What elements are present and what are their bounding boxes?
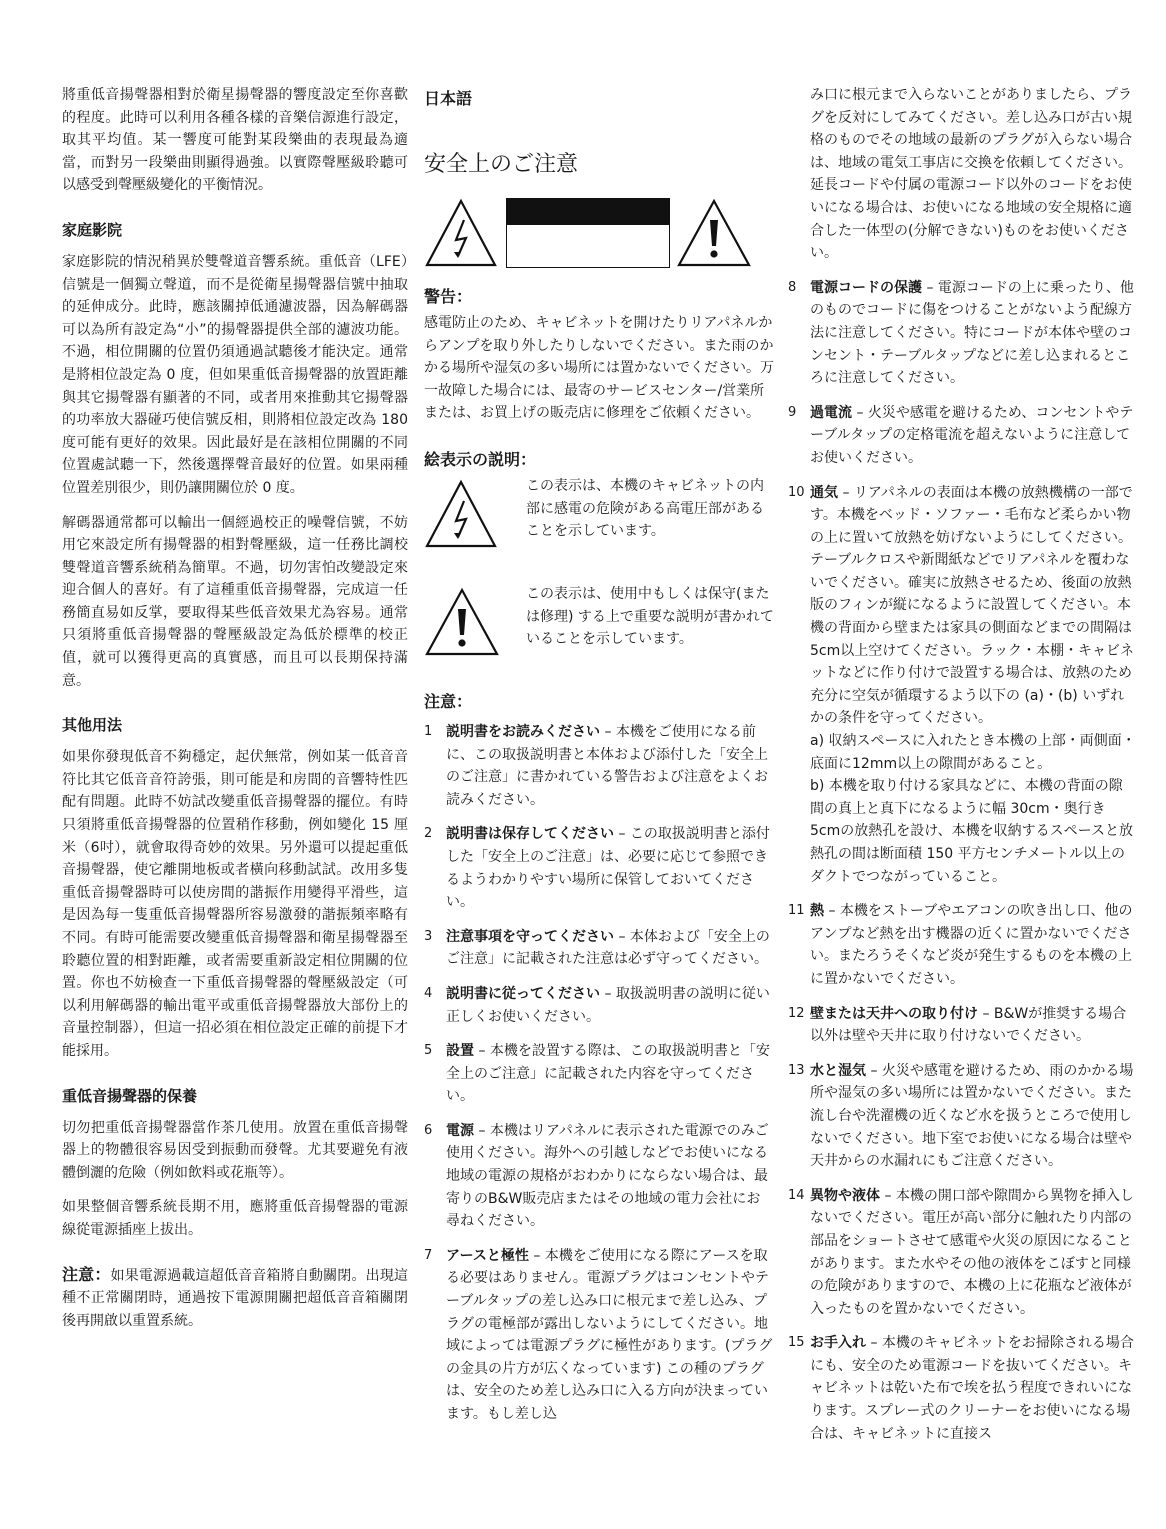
warning-heading: 警告： (424, 287, 473, 306)
list-item: 2 説明書は保存してください – この取扱説明書と添付した「安全上のご注意」は、必要に応じて参照できるようわかりやすい場所に保管しておいてください。 (424, 826, 770, 911)
chinese-column (62, 86, 408, 1332)
warning-symbols-row (424, 198, 774, 280)
exclamation-triangle-icon (676, 198, 752, 268)
symbols-heading: 絵表示の説明： (424, 449, 537, 469)
note-text: 如果電源過載這超低音音箱將自動關閉。出現這種不正常關閉時，通過按下電源開關把超低音音箱關閉後再開啟以重置系統。 (62, 1267, 408, 1329)
list-item: 6 電源 – 本機はリアパネルに表示された電源でのみご使用ください。海外への引越しなどでお使いになる地域の電源の規格がおわかりにならない場合は、最寄りのB&W販売店またはその地域の電力会社にお尋ねください。 (424, 1122, 769, 1230)
paragraph: 將重低音揚聲器相對於衛星揚聲器的響度設定至你喜歡的程度。此時可以利用各種各樣的音樂信源進行設定，取其平均值。某一響度可能對某段樂曲的表現最為適當，而對另一段樂曲則顯得過強。以實際聲壓級聆聽可以感受到聲壓級變化的平衡情況。 (62, 87, 408, 194)
warning-text: 感電防止のため、キャビネットを開けたりリアパネルからアンプを取り外したりしないでください。また雨のかかる場所や湿気の多い場所には置かないでください。万一故障した場合には、最寄のサービスセンター/営業所または、お買上げの販売店に修理をご依頼ください。 (424, 315, 774, 422)
note-label: 注意： (62, 1264, 111, 1284)
paragraph: 如果整個音響系統長期不用，應將重低音揚聲器的電源線從電源插座上拔出。 (62, 1199, 408, 1238)
symbol-description: この表示は、使用中もしくは保守(または修理) する上で重要な説明が書かれていることを示しています。 (526, 585, 774, 648)
list-item: 9 過電流 – 火災や感電を避けるため、コンセントやテーブルタップの定格電流を超えないように注意してお使いください。 (788, 404, 1134, 466)
section-heading-home-theater: 家庭影院 (62, 220, 123, 239)
sub-item-b: b) 本機を取り付ける家具などに、本機の背面の隙間の真上と真下になるように幅 30cm・奥行き 5cmの放熱孔を設け、本機を収納するスペースと放熱孔の間は断面積 150 平方センチメートル以上のダクトでつながっていること。 (810, 778, 1133, 885)
language-label: 日本語 (424, 89, 473, 108)
paragraph: 如果你發現低音不夠穩定，起伏無常，例如某一低音音符比其它低音音符誇張，則可能是和房間的音響特性匹配有問題。此時不妨試改變重低音揚聲器的擺位。有時只須將重低音揚聲器的位置稍作移動，例如變化 15 厘米（6吋），就會取得奇妙的效果。另外還可以提起重低音揚聲器，使它離開地板或者橫向移動試試。改用多隻重低音揚聲器時可以使房間的諧振作用變得平滑些，這是因為每一隻重低音揚聲器所容易激發的諧振頻率略有不同。有時可能需要改變重低音揚聲器和衛星揚聲器至聆聽位置的相對距離，或者需要重新設定相位開關的位置。你也不妨檢查一下重低音揚聲器的聲壓級設定（可以利用解碼器的輸出電平或重低音揚聲器放大部份上的音量控制器），但這一招必須在相位設定正確的前提下才能採用。 (62, 749, 408, 1059)
caution-heading: 注意： (424, 691, 473, 711)
list-item: 8 電源コードの保護 – 電源コードの上に乗ったり、他のものでコードに傷をつけることがないよう配線方法に注意してください。特にコードが本体や壁のコンセント・テーブルタップなどに差し込まれるところに注意してください。 (788, 279, 1134, 387)
continued-text: み口に根元まで入らないことがありましたら、プラグを反対にしてみてください。差し込み口が古い規格のものでその地域の最新のプラグが入らない場合は、地域の電気工事店に交換を依頼してください。延長コードや付属の電源コード以外のコードをお使いになる場合は、お使いになる地域の安全規格に適合した一体型の(分解できない)ものをお使いください。 (810, 87, 1132, 262)
list-item: 3 注意事項を守ってください – 本体および「安全上のご注意」に記載された注意は必ず守ってください。 (424, 928, 770, 968)
section-heading-care: 重低音揚聲器的保養 (62, 1086, 198, 1105)
section-heading-other-uses: 其他用法 (62, 716, 123, 735)
list-item: 11 熱 – 本機をストーブやエアコンの吹き出し口、他のアンプなど熱を出す機器の近くに置かないでください。またろうそくなど炎が発生するものを本機の上に置かないでください。 (788, 903, 1133, 987)
exclamation-triangle-icon (424, 587, 500, 657)
caution-list-continued (788, 277, 1136, 1446)
page-title: 安全上のご注意 (424, 152, 579, 177)
high-voltage-triangle-icon (424, 479, 498, 549)
list-item: 15 お手入れ – 本機のキャビネットをお掃除される場合にも、安全のため電源コードを抜いてください。キャビネットは乾いた布で埃を払う程度できれいになります。スプレー式のクリーナーをお使いになる場合は、キャビネットに直接ス (788, 1335, 1134, 1442)
sub-item-a: a) 収納スペースに入れたとき本機の上部・両側面・底面に12mm以上の隙間があること。 (810, 733, 1136, 772)
warning-label-box (506, 198, 670, 268)
list-item: 12 壁または天井への取り付け – B&Wが推奨する場合以外は壁や天井に取り付けないでください。 (788, 1005, 1127, 1045)
high-voltage-triangle-icon (424, 198, 498, 268)
paragraph: 解碼器通常都可以輸出一個經過校正的噪聲信號，不妨用它來設定所有揚聲器的相對聲壓級，這一任務比調校雙聲道音響系統稍為簡單。不過，切勿害怕改變設定來迎合個人的喜好。有了這種重低音揚聲器，完成這一任務簡直易如反掌，要取得某些低音效果尤為容易。通常只須將重低音揚聲器的聲壓級設定為低於標準的校正值，就可以獲得更高的真實感，而且可以長期保持滿意。 (62, 514, 408, 689)
list-item: 10 通気 – リアパネルの表面は本機の放熱機構の一部です。本機をベッド・ソファー・毛布など柔らかい物の上に置いて放熱を妨げないようにしてください。テーブルクロスや新聞紙などでリアパネルを覆わないでください。確実に放熱させるため、後面の放熱版のフィンが縦になるように設置してください。本機の背面から壁または家具の側面などまでの間隔は5cm以上空けてください。ラック・本棚・キャビネットなどに作り付けで設置する場合は、放熱のため充分に空気が循環するよう以下の (a)・(b) いずれかの条件を守ってください。 a) 収納スペースに入れたとき本機の上部・両側面・底面に12mm以上の隙間があること。 b) 本機を取り付ける家具などに、本機の背面の隙間の真上と真下になるように幅 30cm・奥行き 5cmの放熱孔を設け、本機を収納するスペースと放熱孔の間は断面積 150 平方センチメートル以上のダクトでつながっていること。 (788, 484, 1136, 885)
list-item: 13 水と湿気 – 火災や感電を避けるため、雨のかかる場所や湿気の多い場所には置かないでください。また流し台や洗濯機の近くなど水を扱うところで使用しないでください。地下室でお使いになる場合は壁や天井からの水漏れにもご注意ください。 (788, 1062, 1134, 1170)
symbol-explanation-caution (424, 583, 774, 685)
japanese-column (424, 86, 774, 1438)
japanese-column-continued (788, 86, 1136, 1457)
symbol-description: この表示は、本機のキャビネットの内部に感電の危険がある高電圧部があることを示しています。 (526, 477, 764, 540)
symbol-explanation-voltage (424, 475, 774, 577)
list-item: 5 設置 – 本機を設置する際は、この取扱説明書と「安全上のご注意」に記載された内容を守ってください。 (424, 1043, 770, 1105)
paragraph: 切勿把重低音揚聲器當作茶几使用。放置在重低音揚聲器上的物體很容易因受到振動而發聲。尤其要避免有液體倒灑的危險（例如飲料或花瓶等）。 (62, 1119, 408, 1181)
caution-list (424, 721, 774, 1426)
list-item: 7 アースと極性 – 本機をご使用になる際にアースを取る必要はありません。電源プラグはコンセントやテーブルタップの差し込み口に根元まで差し込み、プラグの電極部が露出しないようにしてください。地域によっては電源プラグに極性があります。(プラグの金具の片方が広くなっています) この種のプラグは、安全のため差し込み口に入る方向が決まっています。もし差し込 (424, 1247, 773, 1422)
note-paragraph (62, 1264, 408, 1333)
list-item: 14 異物や液体 – 本機の開口部や隙間から異物を挿入しないでください。電圧が高い部分に触れたり内部の部品をショートさせて感電や火災の原因になることがあります。また水やその他の液体をこぼすと同様の危険がありますので、本機の上に花瓶など液体が入ったものを置かないでください。 (788, 1187, 1134, 1317)
list-item: 1 説明書をお読みください – 本機をご使用になる前に、この取扱説明書と本体および添付した「安全上のご注意」に書かれている警告および注意をよくお読みください。 (424, 723, 768, 808)
list-item: 4 説明書に従ってください – 取扱説明書の説明に従い正しくお使いください。 (424, 985, 770, 1025)
paragraph: 家庭影院的情況稍異於雙聲道音響系統。重低音（LFE）信號是一個獨立聲道，而不是從衛星揚聲器信號中抽取的延伸成分。此時，應該關掉低通濾波器，因為解碼器可以為所有設定為“小”的揚聲器提供全部的濾波功能。不過，相位開關的位置仍須通過試聽後才能決定。通常是將相位設定為 0 度，但如果重低音揚聲器的放置距離與其它揚聲器有顯著的不同，或者用來推動其它揚聲器的功率放大器碰巧使信號反相，則將相位設定改為 180 度可能有更好的效果。因此最好是在該相位開關的不同位置處試聽一下，然後選擇聲音最好的位置。如果兩種位置差別很少，則仍讓開關位於 0 度。 (62, 253, 408, 496)
